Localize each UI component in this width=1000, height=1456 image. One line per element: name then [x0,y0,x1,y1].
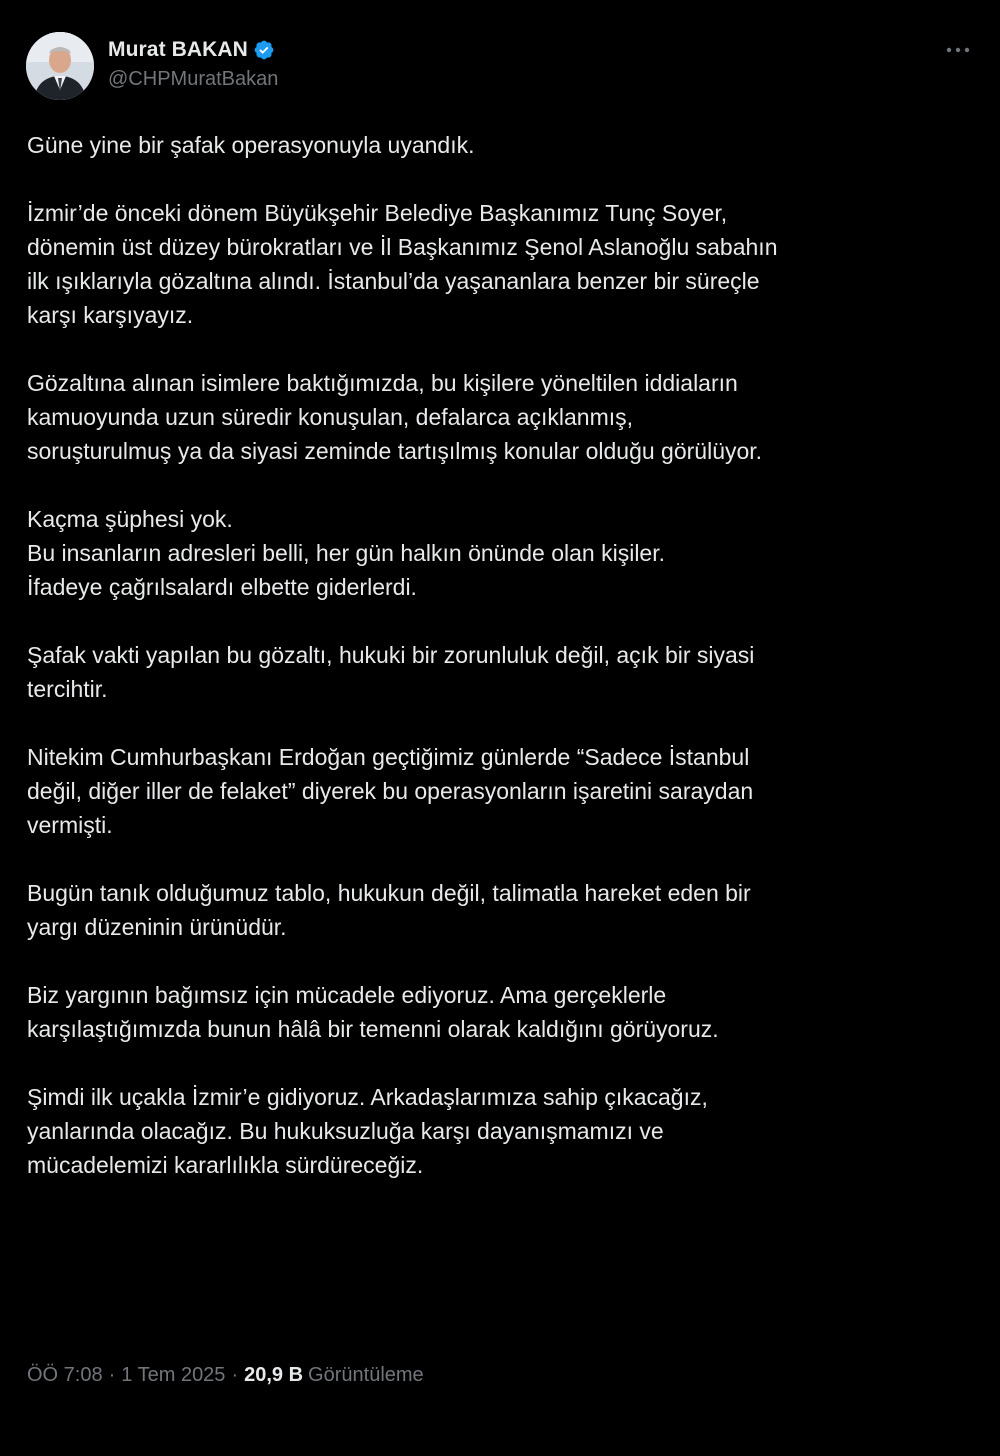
views-label[interactable]: Görüntüleme [308,1364,424,1386]
meta-separator: · [231,1364,239,1386]
tweet-time[interactable]: ÖÖ 7:08 [27,1364,103,1386]
tweet-paragraph: Şafak vakti yapılan bu gözaltı, hukuki bir zorunluluk değil, açık bir siyasi tercihtir. [27,642,755,702]
tweet-paragraph: Bugün tanık olduğumuz tablo, hukukun değil, talimatla hareket eden bir yargı düzeninin ürünüdür. [27,880,751,940]
tweet-paragraph: Biz yargının bağımsız için mücadele ediyoruz. Ama gerçeklerle karşılaştığımızda bunun hâlâ bir temenni olarak kaldığını görüyoruz. [27,982,719,1042]
meta-separator: · [108,1364,116,1386]
tweet-meta [27,1364,424,1387]
tweet-paragraph: Gözaltına alınan isimlere baktığımızda, bu kişilere yöneltilen iddiaların kamuoyunda uzun süredir konuşulan, defalarca açıklanmış, soruşturulmuş ya da siyasi zeminde tartışılmış konular olduğu görülüyor. [27,370,763,464]
tweet-paragraph: İzmir’de önceki dönem Büyükşehir Belediye Başkanımız Tunç Soyer, dönemin üst düzey bürokratları ve İl Başkanımız Şenol Aslanoğlu sabahın ilk ışıklarıyla gözaltına alındı. İstanbul’da yaşananlara benzer bir süreçle karşı karşıyayız. [27,200,778,328]
avatar-image [26,32,94,100]
tweet-text [27,128,977,1182]
tweet-header [26,32,974,102]
display-name-row [108,36,278,64]
tweet-date[interactable]: 1 Tem 2025 [121,1364,226,1386]
tweet-paragraph: Kaçma şüphesi yok. Bu insanların adresleri belli, her gün halkın önünde olan kişiler. İfadeye çağrılsalardı elbette giderlerdi. [27,506,666,600]
more-options-icon[interactable] [944,38,972,62]
tweet-paragraph: Güne yine bir şafak operasyonuyla uyandık. [27,132,475,158]
tweet-paragraph: Şimdi ilk uçakla İzmir’e gidiyoruz. Arkadaşlarımıza sahip çıkacağız, yanlarında olacağız. Bu hukuksuzluğa karşı dayanışmamızı ve mücadelemizi kararlılıkla sürdüreceğiz. [27,1084,708,1178]
tweet-paragraph: Nitekim Cumhurbaşkanı Erdoğan geçtiğimiz günlerde “Sadece İstanbul değil, diğer iller de felaket” diyerek bu operasyonların işaretini saraydan vermişti. [27,744,754,838]
views-count[interactable]: 20,9 B [244,1364,304,1386]
avatar[interactable] [26,32,94,100]
display-name[interactable]: Murat BAKAN [108,38,248,61]
author-names [108,36,278,91]
author-handle[interactable]: @CHPMuratBakan [108,68,279,90]
verified-badge-icon[interactable] [253,39,275,61]
